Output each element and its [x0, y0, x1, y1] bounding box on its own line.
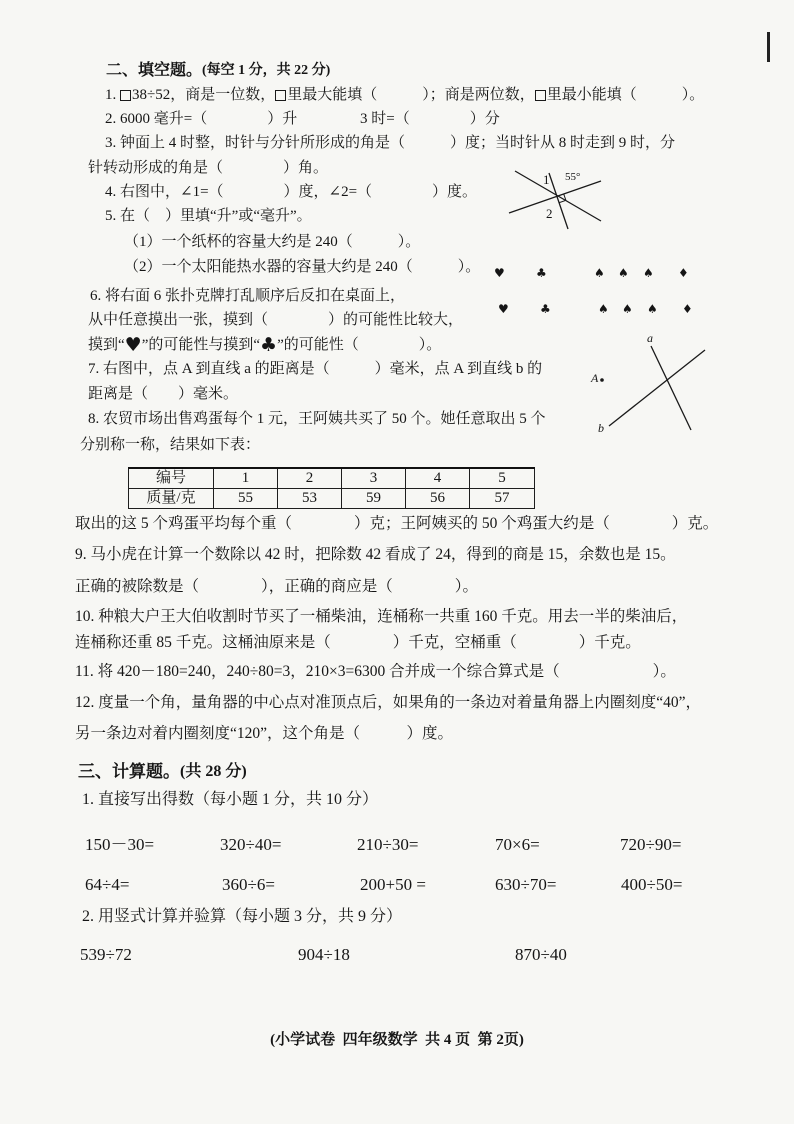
oral-calc-item: 360÷6=: [222, 875, 275, 894]
point-a-dot: [600, 378, 604, 382]
table-cell: 1: [214, 468, 278, 489]
table-cell: 2: [278, 468, 342, 489]
page-footer: (小学试卷 四年级数学 共 4 页 第 2页): [270, 1032, 524, 1048]
vertical-calc-item: 539÷72: [80, 945, 132, 964]
question-2-part-a: 2. 6000 毫升=（ ）升: [105, 111, 298, 127]
diamond-icon: ♦: [682, 302, 693, 316]
figure-line: [509, 181, 601, 213]
spade-icon: ♠: [647, 302, 658, 316]
table-cell: 56: [406, 489, 470, 509]
question-text: 里最大能填（ ）；商是两位数，: [287, 87, 535, 103]
point-a-label: A: [591, 371, 599, 385]
club-icon: ♣: [260, 334, 278, 356]
table-cell: 5: [470, 468, 535, 489]
playing-cards-figure: [488, 262, 714, 322]
table-cell: 4: [406, 468, 470, 489]
question-text: ”的可能性（ ）。: [277, 337, 442, 353]
table-cell: 59: [342, 489, 406, 509]
angle-2-label: 2: [546, 206, 553, 221]
lines-figure: [585, 330, 710, 435]
line-b: [609, 350, 705, 426]
question-3-line-2: 针转动形成的角是（ ）角。: [88, 160, 329, 176]
playing-card: [678, 262, 700, 320]
section-fill-header: [106, 61, 330, 81]
question-2-part-b: 3 时=（ ）分: [360, 111, 500, 127]
section-calc-header: [78, 761, 247, 783]
table-cell: 3: [342, 468, 406, 489]
question-number: 1.: [105, 87, 120, 103]
section-score: (每空 1 分，共 22 分): [202, 63, 331, 78]
question-12-line-2: 另一条边对着内圈刻度“120”，这个角是（ ）度。: [75, 725, 454, 742]
playing-card: [618, 262, 640, 320]
section-score: (共 28 分): [180, 763, 247, 780]
scan-artifact-mark: [767, 32, 770, 62]
question-12-line-1: 12. 度量一个角，量角器的中心点对准顶点后，如果角的一条边对着量角器上内圈刻度“40”，: [75, 694, 702, 711]
spade-icon: ♠: [598, 302, 609, 316]
question-text: ”的可能性与摸到“: [141, 337, 261, 353]
playing-card: [643, 262, 665, 320]
oral-calc-item: 150－30=: [85, 835, 155, 854]
table-header-cell: 编号: [129, 468, 214, 489]
angle-figure: [505, 163, 605, 231]
calc-part-1-title: 1. 直接写出得数（每小题 1 分，共 10 分）: [82, 791, 379, 808]
playing-card: [536, 262, 558, 320]
spade-icon: ♠: [643, 266, 654, 280]
line-b-label: b: [598, 421, 604, 435]
club-icon: ♣: [540, 302, 551, 316]
angle-value-label: 55°: [565, 171, 581, 183]
oral-calc-item: 200+50 =: [360, 875, 426, 894]
table-row: [129, 468, 535, 489]
calc-part-2-title: 2. 用竖式计算并验算（每小题 3 分，共 9 分）: [82, 908, 403, 925]
oral-calc-item: 720÷90=: [620, 835, 682, 854]
table-cell: 57: [470, 489, 535, 509]
club-icon: ♣: [536, 266, 547, 280]
line-a-label: a: [647, 331, 653, 345]
diamond-icon: ♦: [678, 266, 689, 280]
playing-card: [594, 262, 616, 320]
question-5-item-2: （2）一个太阳能热水器的容量大约是 240（ ）。: [124, 259, 481, 275]
oral-calc-item: 400÷50=: [621, 875, 683, 894]
oral-calc-item: 70×6=: [495, 835, 540, 854]
vertical-calc-item: 904÷18: [298, 945, 350, 964]
vertical-calc-item: 870÷40: [515, 945, 567, 964]
heart-icon: ♥: [124, 334, 142, 356]
question-text: 摸到“: [88, 337, 125, 353]
question-6-line-3: [88, 335, 441, 355]
section-title: 三、计算题。: [78, 762, 180, 781]
question-4: 4. 右图中，∠1=（ ）度，∠2=（ ）度。: [105, 184, 478, 200]
table-cell: 53: [278, 489, 342, 509]
table-cell: 55: [214, 489, 278, 509]
figure-line: [515, 171, 601, 221]
spade-icon: ♠: [622, 302, 633, 316]
question-5-stem: 5. 在（ ）里填“升”或“毫升”。: [105, 208, 312, 224]
heart-icon: ♥: [498, 302, 509, 316]
question-6-line-2: 从中任意摸出一张，摸到（ ）的可能性比较大，: [88, 312, 464, 328]
question-8-line-2: 分别称一称，结果如下表：: [80, 437, 261, 453]
section-title: 二、填空题。: [106, 62, 203, 79]
blank-box-icon: [275, 90, 286, 101]
egg-weight-table: [128, 467, 535, 509]
question-7-line-1: 7. 右图中，点 A 到直线 a 的距离是（ ）毫米，点 A 到直线 b 的: [88, 361, 543, 377]
question-5-item-1: （1）一个纸杯的容量大约是 240（ ）。: [124, 234, 421, 250]
question-11: 11. 将 420－180=240，240÷80=3，210×3=6300 合并成一个综合算式是（ ）。: [75, 663, 676, 680]
oral-calc-item: 64÷4=: [85, 875, 130, 894]
question-10-line-2: 连桶称还重 85 千克。这桶油原来是（ ）千克，空桶重（ ）千克。: [75, 634, 641, 651]
spade-icon: ♠: [618, 266, 629, 280]
table-row: [129, 489, 535, 509]
oral-calc-item: 630÷70=: [495, 875, 557, 894]
question-3-line-1: 3. 钟面上 4 时整，时针与分针所形成的角是（ ）度；当时针从 8 时走到 9 时，分: [105, 135, 676, 151]
question-8-line-1: 8. 农贸市场出售鸡蛋每个 1 元，王阿姨共买了 50 个。她任意取出 5 个: [88, 411, 546, 427]
playing-card: [494, 262, 516, 320]
question-8-line-3: 取出的这 5 个鸡蛋平均每个重（ ）克；王阿姨买的 50 个鸡蛋大约是（ ）克。: [75, 515, 719, 532]
blank-box-icon: [535, 90, 546, 101]
heart-icon: ♥: [494, 266, 505, 280]
table-header-cell: 质量/克: [129, 489, 214, 509]
question-7-line-2: 距离是（ ）毫米。: [88, 386, 239, 402]
oral-calc-item: 320÷40=: [220, 835, 282, 854]
question-10-line-1: 10. 种粮大户王大伯收割时节买了一桶柴油，连桶称一共重 160 千克。用去一半的柴油后，: [75, 608, 688, 625]
question-9-line-2: 正确的被除数是（ ），正确的商应是（ ）。: [75, 578, 479, 595]
question-6-line-1: 6. 将右面 6 张扑克牌打乱顺序后反扣在桌面上，: [90, 288, 406, 304]
spade-icon: ♠: [594, 266, 605, 280]
question-1: [105, 85, 704, 105]
blank-box-icon: [120, 90, 131, 101]
question-text: 38÷52，商是一位数，: [132, 87, 276, 103]
question-text: 里最小能填（ ）。: [546, 87, 705, 103]
oral-calc-item: 210÷30=: [357, 835, 419, 854]
angle-1-label: 1: [543, 172, 550, 187]
question-9-line-1: 9. 马小虎在计算一个数除以 42 时，把除数 42 看成了 24，得到的商是 15，余数也是 15。: [75, 546, 676, 563]
